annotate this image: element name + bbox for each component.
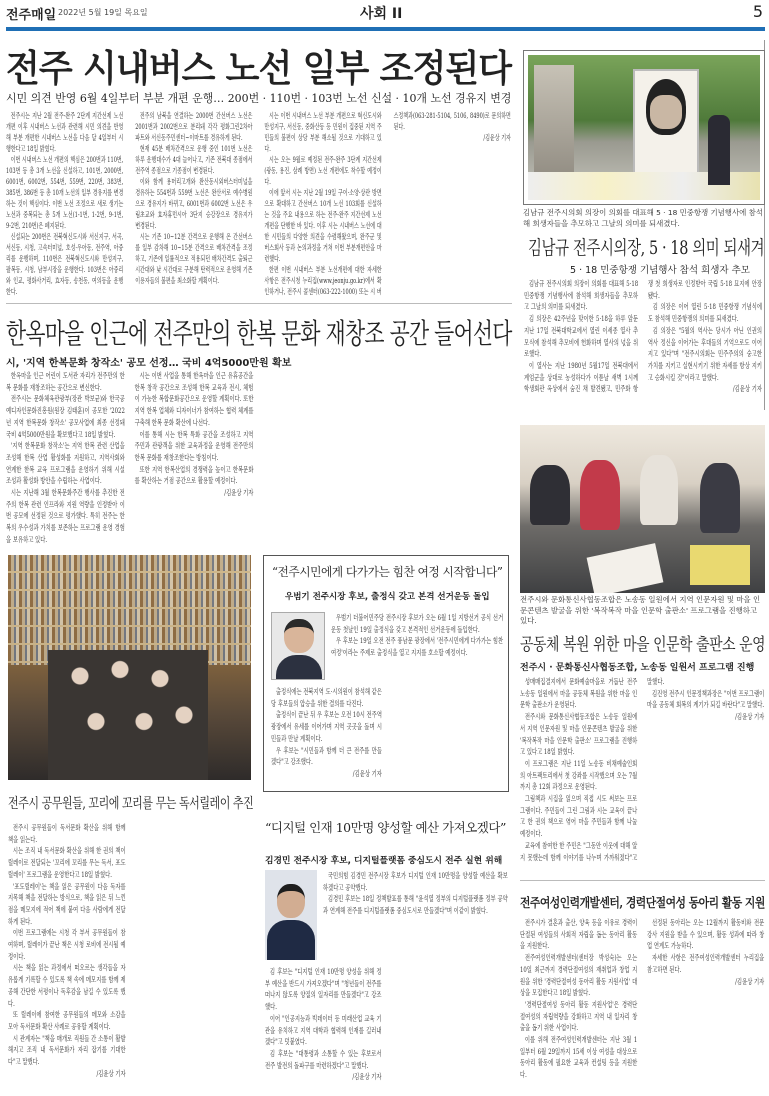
paragraph: 국민의힘 김경민 전주시장 후보가 디지털 인재 10만명을 양성할 예산을 확보하겠다고 공약했다. (323, 871, 508, 892)
paragraph: 우범기 더불어민주당 전주시장 후보가 오는 6월 1일 지방선거 공식 선거운동 첫날인 19일 출정식을 갖고 본격적인 선거운동에 돌입한다. (331, 613, 504, 634)
paragraph: '포도릴레이'는 책을 읽은 공무원이 다음 독자를 지목해 책을 전달하는 방식으로, 책을 읽은 뒤 느낀 점을 메모지에 적어 책에 붙여 다음 사람에게 전달하게 된다. (8, 881, 126, 926)
paragraph: 전주시가 결혼과 출산, 양육 등을 이유로 경력이 단절된 여성들의 사회적 자립을 돕는 동아리 활동을 지원한다. (520, 918, 638, 951)
a2-subtitle: 5 · 18 민중항쟁 기념행사 참석 희생자 추모 (570, 265, 750, 276)
paragraph: 우 후보는 "시민들과 함께 더 큰 전주를 만들겠다"고 강조했다. (271, 745, 382, 767)
issue-date: 2022년 5월 19일 목요일 (58, 8, 148, 17)
paragraph: 김경민 후보는 18일 정책발표를 통해 "윤석열 정부의 디지털플랫폼 정부 공약과 연계해 전주를 디지털플랫폼 중심도시로 만들겠다"며 이같이 밝혔다. (323, 894, 508, 916)
paragraph: 김 의장은 이어 열린 5·18 민중항쟁 기념식에도 참석해 민중항쟁의 의미를 되새겼다. (647, 302, 762, 324)
paragraph: 이번 시내버스 노선 개편의 핵심은 200번과 110번, 103번 등 총 3개 노선을 신설하고, 101번, 2000번, 6001번, 6002번, 554번, 559번, 220번, 383번, 385번, 386번 등 총 10개 노선의 일부 경유지를 변경하는 것이 핵심이다. 이번 노선 조정으로 새로 생기는 노선과 중복되는 총 5개 노선(1-1번, 1-2번, 9-1번, 9-2번, 210번)은 폐지된다. (6, 155, 124, 230)
paragraph: 한옥마을 인근 어린이 도서관 자리가 전주만의 한복 문화를 재창조하는 공간으로 변신한다. (6, 371, 125, 392)
paragraph: 김남규 전주시의회 의장이 의회를 대표해 5·18 민중항쟁 기념행사에 참석해 희생자들을 추모하고 그날의 의미를 되새겼다. (524, 279, 639, 312)
paragraph: 성매매집결지에서 문화예술마을로 거듭난 전주 노송동 일원에서 마을 공동체 복원을 위한 마을 인문학 출판소가 운영된다. (520, 677, 638, 710)
paragraph: 시는 오는 9월로 예정된 전주-완주 3단계 지간선제(광동, 용진, 삼례 방면) 노선 개편에도 착수할 예정이다. (264, 155, 382, 186)
paragraph: 이를 통해 시는 한복 특화 공간을 조성하고 지역 주민과 관광객을 위한 교육과정을 운영해 전주만의 한복 문화를 재창조한다는 방침이다. (134, 429, 254, 462)
a2-body (524, 278, 762, 418)
paragraph: 김진영 전주시 인문정책과장은 "이번 프로그램이 마을 공동체 회복의 계기가 되길 바란다"고 말했다. (647, 688, 765, 710)
paragraph: 시는 기존 10~12분 간격으로 운행해 온 간선버스를 일부 감차해 10~15분 간격으로 배차간격을 조정하고, 기존에 일률적으로 적용되던 배차간격도 출퇴근 시간대와 낮 시간대로 구분해 탄력적으로 운영해 기존 이용자들의 불편을 최소화할 계획이다. (135, 232, 253, 285)
paragraph: 출정식에는 전북지역 도·시의원이 참석해 같은 당 후보들의 압승을 위한 결의를 다진다. (271, 687, 382, 708)
paragraph: 전주여성인력개발센터(센터장 박성숙)는 오는 10일 최근까지 경력단절여성의 재취업과 창업 지원을 위한 '경력단절여성 동아리 활동 지원사업' 대상을 모집한다고 18일 밝혔다. (520, 953, 638, 998)
a5-body (520, 917, 764, 1093)
a4-caption: 전주시와 문화통신사협동조합은 노송동 일원에서 지역 인문자원 및 마을 인문콘텐츠 발굴을 위한 '복작복작 마을 인문학 출판소' 프로그램을 진행하고 있다. (520, 595, 761, 625)
paragraph: 출정식이 끝난 뒤 우 후보는 오전 10시 전주역 광장에서 유세를 이어가며 지역 곳곳을 돌며 시민들과 만날 계획이다. (271, 710, 382, 743)
a3-headline: 한옥마을 인근에 전주만의 한복 문화 재창조 공간 들어선다 (6, 317, 512, 350)
paragraph: 김 의장은 42주년을 맞이한 5·18을 하루 앞둔 지난 17일 전북대학교에서 열린 이세종 열사 추모식에 참석해 추모비에 헌화하며 열사의 넋을 위로했다. (524, 314, 639, 359)
a8-body-bottom (265, 966, 508, 1092)
a7-body-bottom (271, 686, 503, 786)
a6-byline: /김윤상 기자 (96, 1068, 126, 1078)
paragraph: 시는 이번 사업을 통해 한옥마을 인근 유휴공간을 한복 창작 공간으로 조성해 한복 교육과 전시, 체험이 가능한 복합문화공간으로 운영할 계획이다. 또한 지역 한복 업체와 디자이너가 참여하는 협력 체계를 구축해 한복 문화 확산에 나선다. (134, 371, 254, 427)
paragraph: 한편 이번 시내버스 부분 노선개편에 대한 자세한 사항은 전주시청 누리집(www.jeonju.go.kr)에서 확인하거나, 전주시 콜센터(063-222-1000) 또는 시 버스정책과(063-281-5104, 5106, 8490)로 문의하면 된다. (264, 111, 511, 296)
a1-byline: /김윤상 기자 (483, 133, 511, 142)
paragraph: 선정된 동아리는 오는 12월까지 활동비와 전문 강사 지원을 받을 수 있으며, 활동 성과에 따라 창업 연계도 가능하다. (647, 918, 765, 951)
paragraph: 현재 45분 배차간격으로 운행 중인 101번 노선은 하루 운행대수가 4대 늘어나고, 기존 전북대 종점에서 전주역 종점으로 기종점이 변경된다. (135, 144, 253, 175)
paragraph: 이어 "인공지능과 빅데이터 등 미래산업 교육 기관을 유치하고 지역 대학과 협력해 인재를 길러내겠다"고 덧붙였다. (265, 1013, 382, 1047)
a8-headline: “디지털 인재 10만명 양성할 예산 가져오겠다” (265, 820, 506, 835)
a1-headline: 전주 시내버스 노선 일부 조정된다 (6, 47, 512, 90)
a2-caption: 김남규 전주시의회 의장이 의회를 대표해 5 · 18 민중항쟁 기념행사에 참석해 희생자들을 추모하고 그날의 의미를 되새겼다. (523, 208, 763, 228)
paragraph: 전주시와 문화통신사협동조합은 노송동 일원에서 지역 인문자원 및 마을 인문콘텐츠 발굴을 위한 '복작복작 마을 인문학 출판소' 프로그램을 진행하고 있다고 18일 밝혔다. (520, 712, 638, 757)
a1-body (6, 110, 511, 299)
paragraph: 전주시 공무원들이 독서문화 확산을 위해 함께 책을 읽는다. (8, 823, 126, 844)
paragraph: 교육에 참여한 한 주민은 "그동안 이웃에 대해 알지 못했는데 함께 이야기를 나누며 가까워졌다"고 말했다. (520, 677, 665, 862)
paragraph: 이번 프로그램에는 시청 각 부서 공무원들이 참여하며, 릴레이가 끝난 책은 시청 로비에 전시될 예정이다. (8, 928, 126, 961)
a6-photo (8, 555, 251, 780)
a7-byline: /김윤상 기자 (352, 768, 382, 778)
paragraph: 이와 함께 용머리고개와 완산동시외버스터미널을 경유하는 554번과 559번 노선은 완산서로 예수병원으로 경유지가 바뀌고, 6001번과 6002번 노선은 우림초교와 효자휴먼시아 3단지 승강장으로 경유지가 변경된다. (135, 177, 253, 230)
paragraph: 이 프로그램은 지난 11일 노송동 비채예술인회의 아트팩토리에서 첫 강좌를 시작했으며 오는 7월까지 총 12회 과정으로 운영된다. (520, 758, 638, 792)
paragraph: 시는 이번 시내버스 노선 부분 개편으로 혁신도시와 만성지구, 서신동, 중화산동 등 민원이 집중된 지역 주민들의 불편이 상당 부분 해소될 것으로 기대하고 있다. (264, 111, 382, 153)
a7-candidate-photo (271, 612, 325, 680)
a4-body (520, 676, 764, 874)
paragraph: 시는 조직 내 독서문화 확산을 위해 한 권의 책이 릴레이로 전달되는 '꼬리에 꼬리를 무는 독서, 포도릴레이' 프로그램을 운영한다고 18일 밝혔다. (8, 846, 126, 879)
a8-body-top (323, 870, 508, 964)
a7-headline: “전주시민에게 다가가는 힘찬 여정 시작합니다” (272, 565, 503, 579)
paragraph: 그림책과 시집을 읽으며 직접 시도 써보는 프로그램이다. 주민들이 그린 그림과 시는 교육이 끝나고 한 권의 책으로 엮어 마을 주민들과 함께 나눌 예정이다. (520, 794, 638, 839)
paragraph: 이 열사는 지난 1980년 5월17일 전북대에서 계엄군을 상대로 농성하다가 이튿날 새벽 1시께 학생회관 옥상에서 숨진 채 발견됐고, 민주화 항쟁 첫 희생자로 인정받아 국립 5·18 묘지에 안장됐다. (524, 279, 762, 394)
newspaper-brand: 전주매일 (6, 8, 57, 23)
a4-headline: 공동체 복원 위한 마을 인문학 출판소 운영 (520, 635, 766, 655)
paragraph: 김 의장은 "5월의 역사는 당시가 아닌 인권의 역사 정신을 이어가는 후대들의 기억으로도 이어지고 있다"며 "전주시의회는 민주주의의 숭고한 가치를 지키고 실현시키기 위한 자세를 항상 지키고 승화시킬 것"이라고 말했다. (647, 325, 762, 382)
a4-photo (520, 425, 765, 593)
header-rule (6, 27, 765, 31)
a2-photo (523, 50, 765, 205)
paragraph: '지역 한복문화 창작소'는 지역 한복 관련 산업을 조성해 한복 산업 활성화를 지원하고, 지역사회와 연계한 한복 교육 프로그램을 운영하기 위해 시설 조성과 활성화 방안을 수립하는 사업이다. (6, 441, 125, 486)
paragraph: 또한 지역 한복산업의 경쟁력을 높이고 한복문화를 확산하는 거점 공간으로 활용할 예정이다. (134, 464, 254, 486)
a7-body-top (331, 612, 503, 684)
a3-body (6, 370, 511, 550)
paragraph: 우 후보는 19일 오전 전주 풍남문 광장에서 '전주시민에게 다가가는 힘찬 여정'이라는 주제로 출정식을 열고 지지를 호소할 예정이다. (331, 636, 504, 658)
a8-subtitle: 김경민 전주시장 후보, 디지털플랫폼 중심도시 전주 실현 위해 (265, 856, 503, 866)
a5-headline: 전주여성인력개발센터, 경력단절여성 동아리 활동 지원 (520, 895, 765, 910)
a8-candidate-photo (265, 870, 317, 960)
paragraph: 이에 앞서 시는 지난 2월 19일 구이·소양·상관 방면으로 확대하고 간선버스 10개 노선 103회를 신설하는 것을 주요 내용으로 하는 전주-완주 지간선제 노선 개편을 단행한 바 있다. 이후 시는 시내버스 노선에 대한 시민들의 다양한 의견을 수렴해왔으며, 완주군 및 버스회사 등과 논의과정을 거쳐 이번 부분개편안을 마련했다. (264, 188, 382, 263)
a1-subtitle: 시민 의견 반영 6월 4일부터 부분 개편 운행… 200번 · 110번 · 103번 노선 신설 · 10개 노선 경유지 변경 (6, 91, 512, 105)
paragraph: 전주시는 문화체육관광부(장관 박보균)와 한국공예디자인문화진흥원(원장 김태훈)이 공모한 '2022년 지역 한복문화 창작소' 공모사업에 최종 선정돼 국비 4억5000만원을 확보했다고 18일 밝혔다. (6, 394, 125, 439)
paragraph: '경력단절여성 동아리 활동 지원사업'은 경력단절여성의 자립역량을 강화하고 지역 내 일자리 창출을 돕기 위한 사업이다. (520, 999, 638, 1033)
a3-subtitle: 시, '지역 한복문화 창작소' 공모 선정… 국비 4억5000만원 확보 (6, 358, 292, 369)
paragraph: 김 후보는 "대통령과 소통할 수 있는 후보로서 전주 발전의 돌파구를 마련하겠다"고 말했다. (265, 1048, 382, 1070)
paragraph: 자세한 사항은 전주여성인력개발센터 누리집을 참고하면 된다. (647, 953, 765, 974)
paragraph: 전주의 남북을 연결하는 2000번 간선버스 노선은 2001번과 2002번으로 분리돼 각각 평화그린2차아파트와 서신동주민센터~이마트를 경유하게 된다. (135, 111, 253, 142)
paragraph: 시는 지난해 3월 한복문화주간 행사를 추진한 전주의 한복 관련 인프라와 지원 역량을 인정받아 이번 공모에 선정된 것으로 평가했다. 특히 전주는 한복의 우수성과 가치를 보존하는 프로그램 운영 경험을 보유하고 있다. (6, 488, 125, 544)
section-title: 사회 II (360, 6, 403, 22)
divider (6, 303, 512, 304)
a5-byline: /김윤상 기자 (735, 976, 765, 986)
paragraph: 시 관계자는 "책을 매개로 직원들 간 소통이 활발해지고 조직 내 독서문화가 자리 잡기를 기대한다"고 말했다. (8, 1033, 126, 1067)
a4-subtitle: 전주시 · 문화통신사협동조합, 노송동 일원서 프로그램 진행 (520, 663, 755, 673)
a3-byline: /김윤상 기자 (224, 488, 254, 498)
page-number: 5 (752, 2, 763, 21)
a7-subtitle: 우범기 전주시장 후보, 출정식 갖고 본격 선거운동 돌입 (285, 592, 490, 602)
paragraph: 이를 위해 전주여성인력개발센터는 지난 3월 1일부터 6월 29일까지 15세 이상 여성을 대상으로 동아리 활동에 필요한 교육과 컨설팅 등을 지원한다. (520, 1035, 638, 1080)
paragraph: 또 릴레이에 참여한 공무원들의 메모와 소감을 모아 독서문화 확산 사례로 공유할 계획이다. (8, 1010, 126, 1031)
a8-byline: /김윤상 기자 (352, 1072, 382, 1082)
a2-headline: 김남규 전주시의장, 5 · 18 의미 되새겨 (528, 237, 765, 259)
a6-headline: 전주시 공무원들, 꼬리에 꼬리를 무는 독서릴레이 추진 (8, 796, 254, 812)
paragraph: 시는 책을 읽는 과정에서 떠오르는 생각들을 자유롭게 기록할 수 있도록 책 속에 메모지를 함께 제공해 간단한 서평이나 독후감을 남길 수 있도록 했다. (8, 963, 126, 1008)
a4-byline: /김윤상 기자 (735, 712, 765, 722)
paragraph: 김 후보는 "디지털 인재 10만명 양성을 위해 정부 예산을 반드시 가져오겠다"며 "청년들이 전주를 떠나지 않도록 양질의 일자리를 만들겠다"고 강조했다. (265, 967, 382, 1012)
a6-body (8, 822, 253, 1090)
paragraph: 신설되는 200번은 전북혁신도시와 서신지구, 서곡, 서신동, 시청, 고속터미널, 호성·우아동, 전주역, 아중리를 운행하며, 110번은 전북혁신도시와 만성지구, 팔복동, 시청, 남부시장을 운행한다. 103번은 아중리와 인교, 평화사거리, 효자동, 송천동, 여의동을 운행한다. (6, 232, 124, 296)
a2-byline: /김윤상 기자 (732, 384, 762, 394)
divider (520, 880, 765, 881)
paragraph: 전주시는 지난 2월 전주-완주 2단계 지간선제 노선 개편 이후 시내버스 노선과 관련해 시민 의견을 반영해 부분 개편한 시내버스 노선을 다음 달 4일부터 시행한다고 18일 밝혔다. (6, 111, 124, 153)
